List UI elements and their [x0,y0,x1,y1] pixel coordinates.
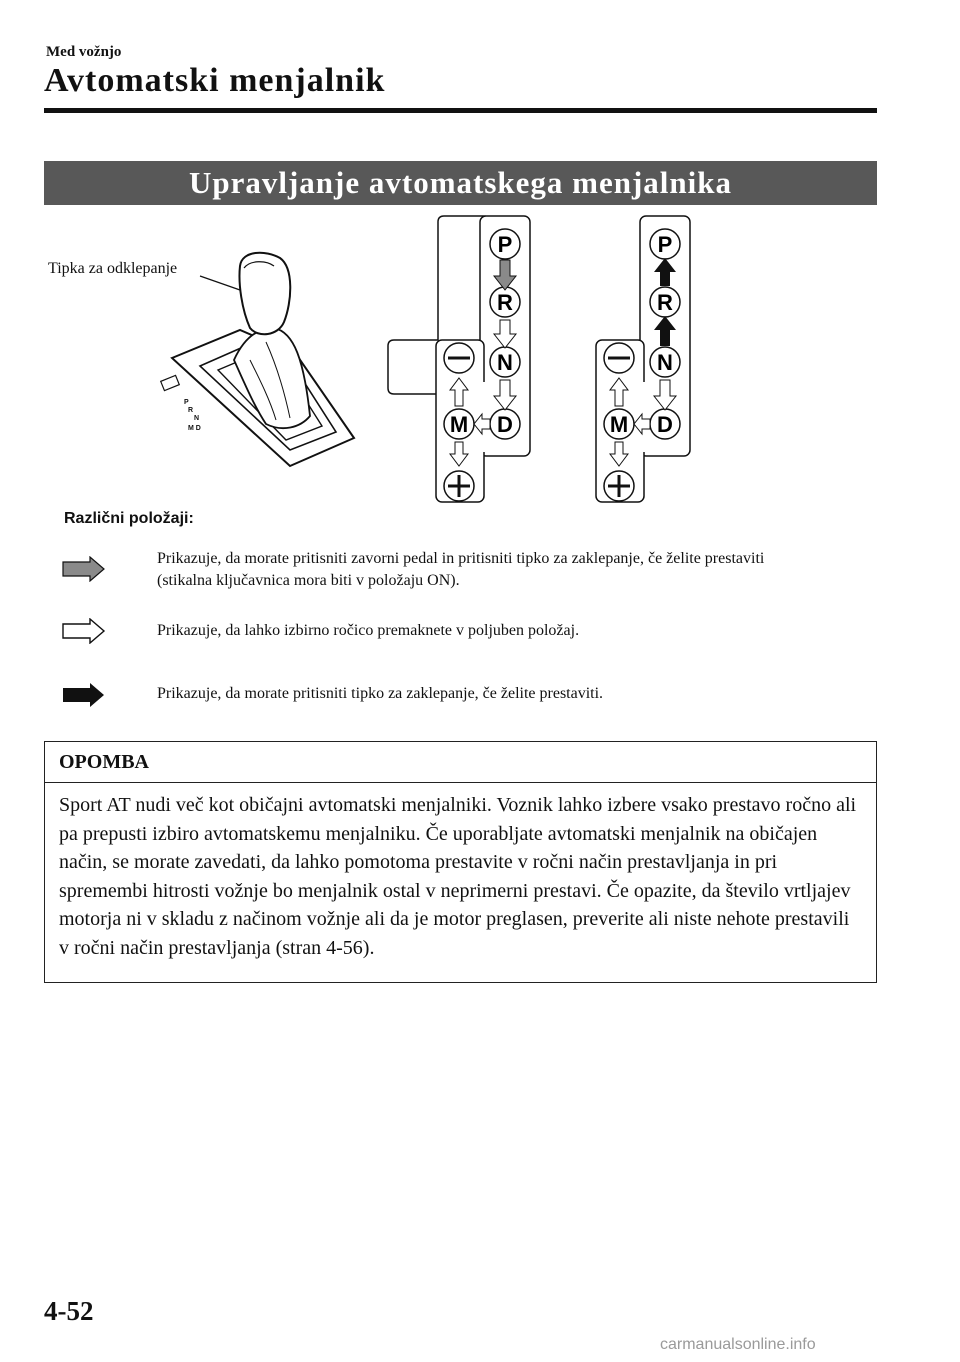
svg-text:N: N [497,350,513,375]
leader-line [200,276,240,290]
chapter-title: Avtomatski menjalnik [44,62,386,99]
svg-text:R: R [188,407,194,414]
legend-text-black: Prikazuje, da morate pritisniti tipko za zaklepanje, če želite prestaviti. [157,685,604,702]
section-banner: Upravljanje avtomatskega menjalnika [44,161,877,205]
svg-text:N: N [657,350,673,375]
positions-heading: Različni položaji: [64,510,194,527]
legend-text-outline: Prikazuje, da lahko izbirno ročico premaknete v poljuben položaj. [157,622,580,639]
note-title: OPOMBA [45,742,876,783]
svg-text:M: M [449,412,469,437]
grey-arrow-icon [62,556,106,582]
outline-arrow-icon [62,618,106,644]
svg-text:P: P [184,399,189,406]
gear-gate-diagram-b [596,216,690,502]
breadcrumb: Med vožnjo [46,44,122,60]
svg-text:P: P [497,232,513,257]
svg-text:R: R [497,290,513,315]
page-number: 4-52 [44,1296,94,1326]
legend-text-grey: Prikazuje, da morate pritisniti zavorni pedal in pritisniti tipko za zaklepanje, če želite prestaviti (stikalna ključavnica mora biti v položaju ON). [157,550,765,589]
gear-gate-diagram-a [388,216,530,502]
note-body: Sport AT nudi več kot običajni avtomatski menjalniki. Voznik lahko izbere vsako prestavo ročno ali pa prepusti izbiro avtomatskemu menjalniku. Če uporabljate avtomatski menjalnik na običajen način, se morate zavedati, da lahko pomotoma prestavite v ročni način prestavljanja in pri spremembi hitrosti vožnje bo menjalnik ostal v neprimerni prestavi. Če opazite, da število vrtljajev motorja ni v skladu z načinom vožnje ali da je motor preglasen, preverite ali niste nehote prestavili v ročni način prestavljanja (stran 4-56). [59,794,857,959]
svg-text:R: R [657,290,673,315]
release-button-label: Tipka za odklepanje [48,260,178,277]
title-divider [44,108,877,113]
svg-text:M D: M D [188,425,201,432]
svg-text:N: N [194,415,200,422]
black-arrow-icon [62,682,106,708]
watermark: carmanualsonline.info [660,1336,816,1353]
svg-text:M: M [609,412,629,437]
svg-text:D: D [497,412,513,437]
shifter-illustration [44,210,724,510]
note-box [44,741,877,983]
svg-text:D: D [657,412,673,437]
svg-text:P: P [657,232,673,257]
